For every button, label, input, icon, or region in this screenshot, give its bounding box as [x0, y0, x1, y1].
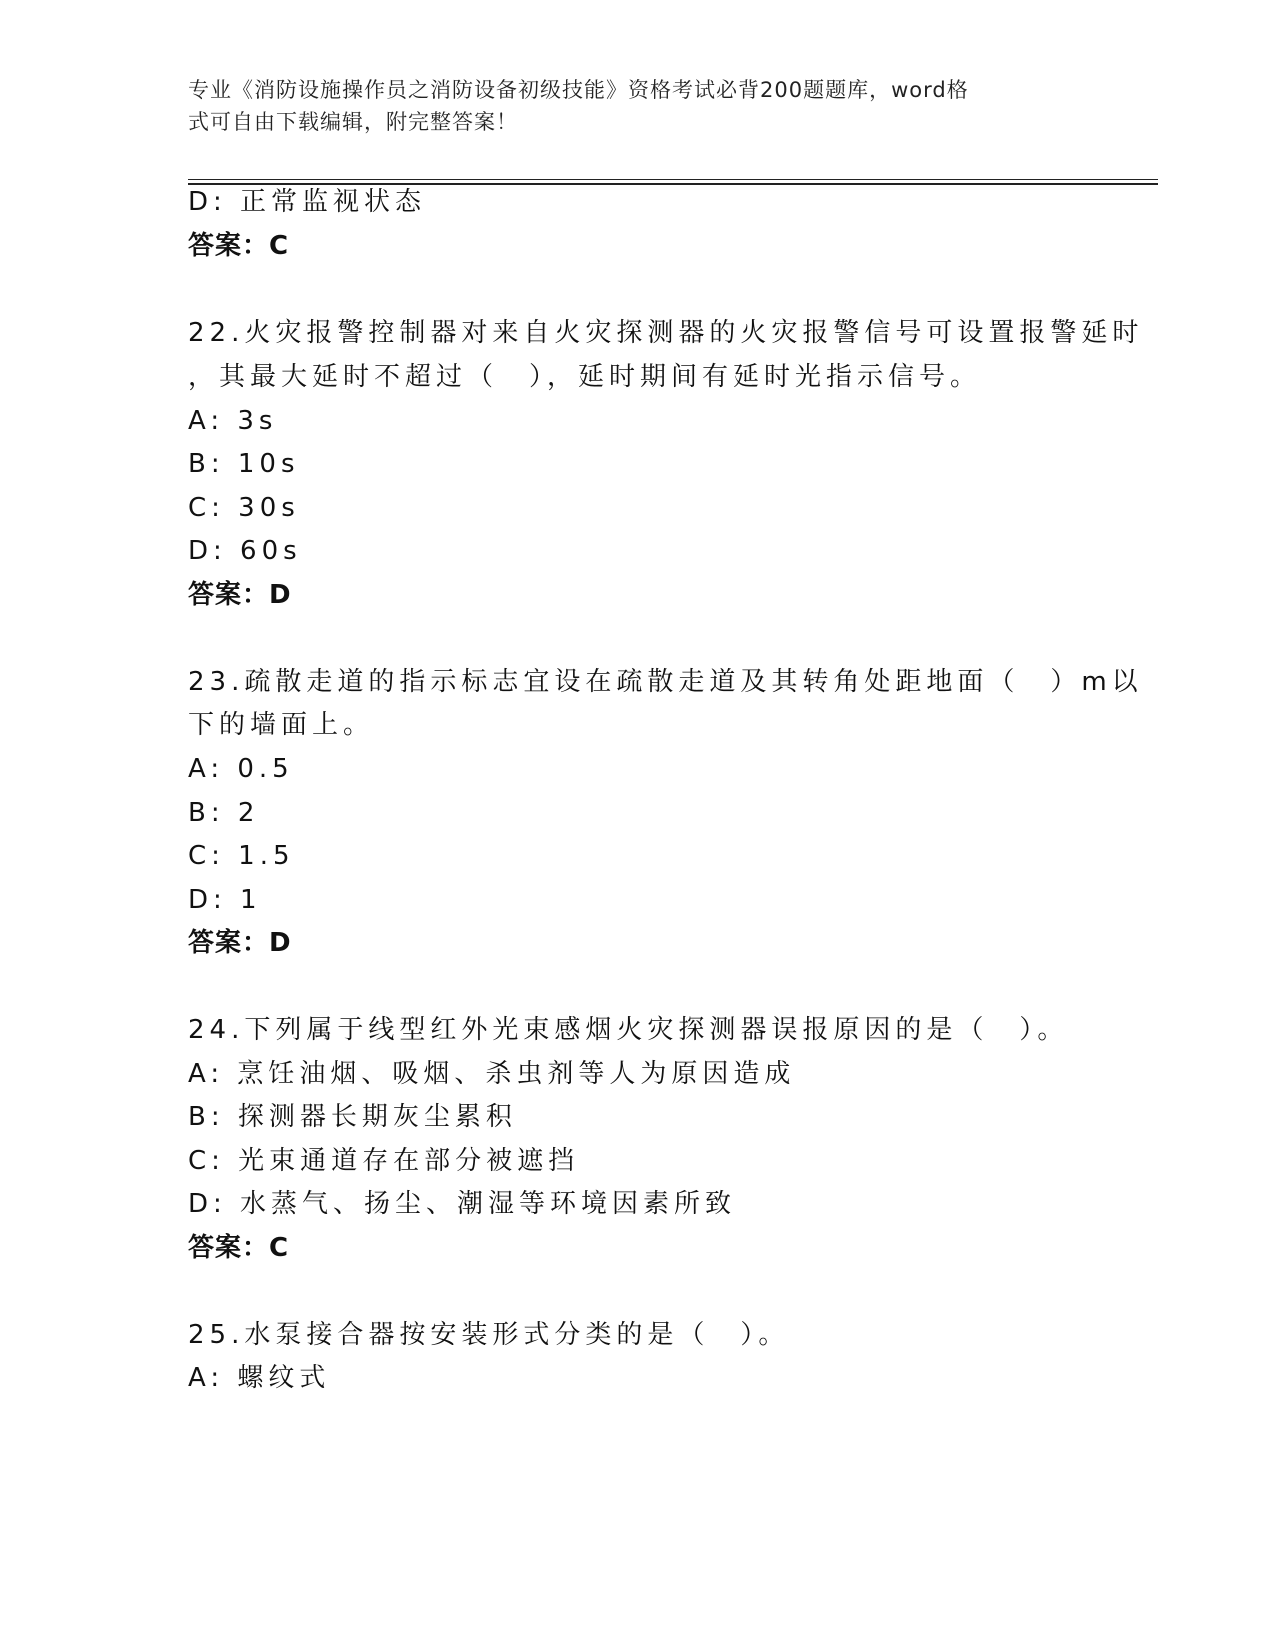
question-22-stem-line-1: 22.火灾报警控制器对来自火灾探测器的火灾报警信号可设置报警延时	[188, 318, 1144, 348]
question-23-answer: 答案：D	[188, 928, 292, 958]
header-line-2: 式可自由下载编辑，附完整答案！	[188, 110, 518, 134]
header-divider-thin	[188, 179, 1158, 180]
question-22-option-b: B: 10s	[188, 449, 300, 479]
question-23-stem-line-1: 23.疏散走道的指示标志宜设在疏散走道及其转角处距地面（ ）m以	[188, 667, 1143, 697]
question-24-option-c: C: 光束通道存在部分被遮挡	[188, 1146, 580, 1176]
question-23-stem-line-2: 下的墙面上。	[188, 710, 375, 740]
question-22-option-c: C: 30s	[188, 493, 300, 523]
question-24-stem-line-1: 24.下列属于线型红外光束感烟火灾探测器误报原因的是（ ）。	[188, 1015, 1069, 1045]
question-23-option-c: C: 1.5	[188, 841, 295, 871]
question-24-answer: 答案：C	[188, 1233, 290, 1263]
question-24-option-b: B: 探测器长期灰尘累积	[188, 1102, 517, 1132]
question-23-option-d: D: 1	[188, 885, 262, 915]
question-25-option-a: A: 螺纹式	[188, 1363, 331, 1393]
question-23-option-a: A: 0.5	[188, 754, 294, 784]
prev-option-d: D: 正常监视状态	[188, 187, 427, 217]
question-25-stem-line-1: 25.水泵接合器按安装形式分类的是（ ）。	[188, 1320, 790, 1350]
question-23-option-b: B: 2	[188, 798, 260, 828]
question-22-stem-line-2: ，其最大延时不超过（ ），延时期间有延时光指示信号。	[188, 362, 982, 392]
question-24-option-a: A: 烹饪油烟、吸烟、杀虫剂等人为原因造成	[188, 1059, 796, 1089]
question-24-option-d: D: 水蒸气、扬尘、潮湿等环境因素所致	[188, 1189, 737, 1219]
prev-answer: 答案：C	[188, 231, 290, 261]
header-line-1: 专业《消防设施操作员之消防设备初级技能》资格考试必背200题题库，word格	[188, 78, 969, 102]
question-22-option-d: D: 60s	[188, 536, 302, 566]
document-header	[188, 74, 1068, 138]
question-22-answer: 答案：D	[188, 580, 292, 610]
question-22-option-a: A: 3s	[188, 406, 278, 436]
